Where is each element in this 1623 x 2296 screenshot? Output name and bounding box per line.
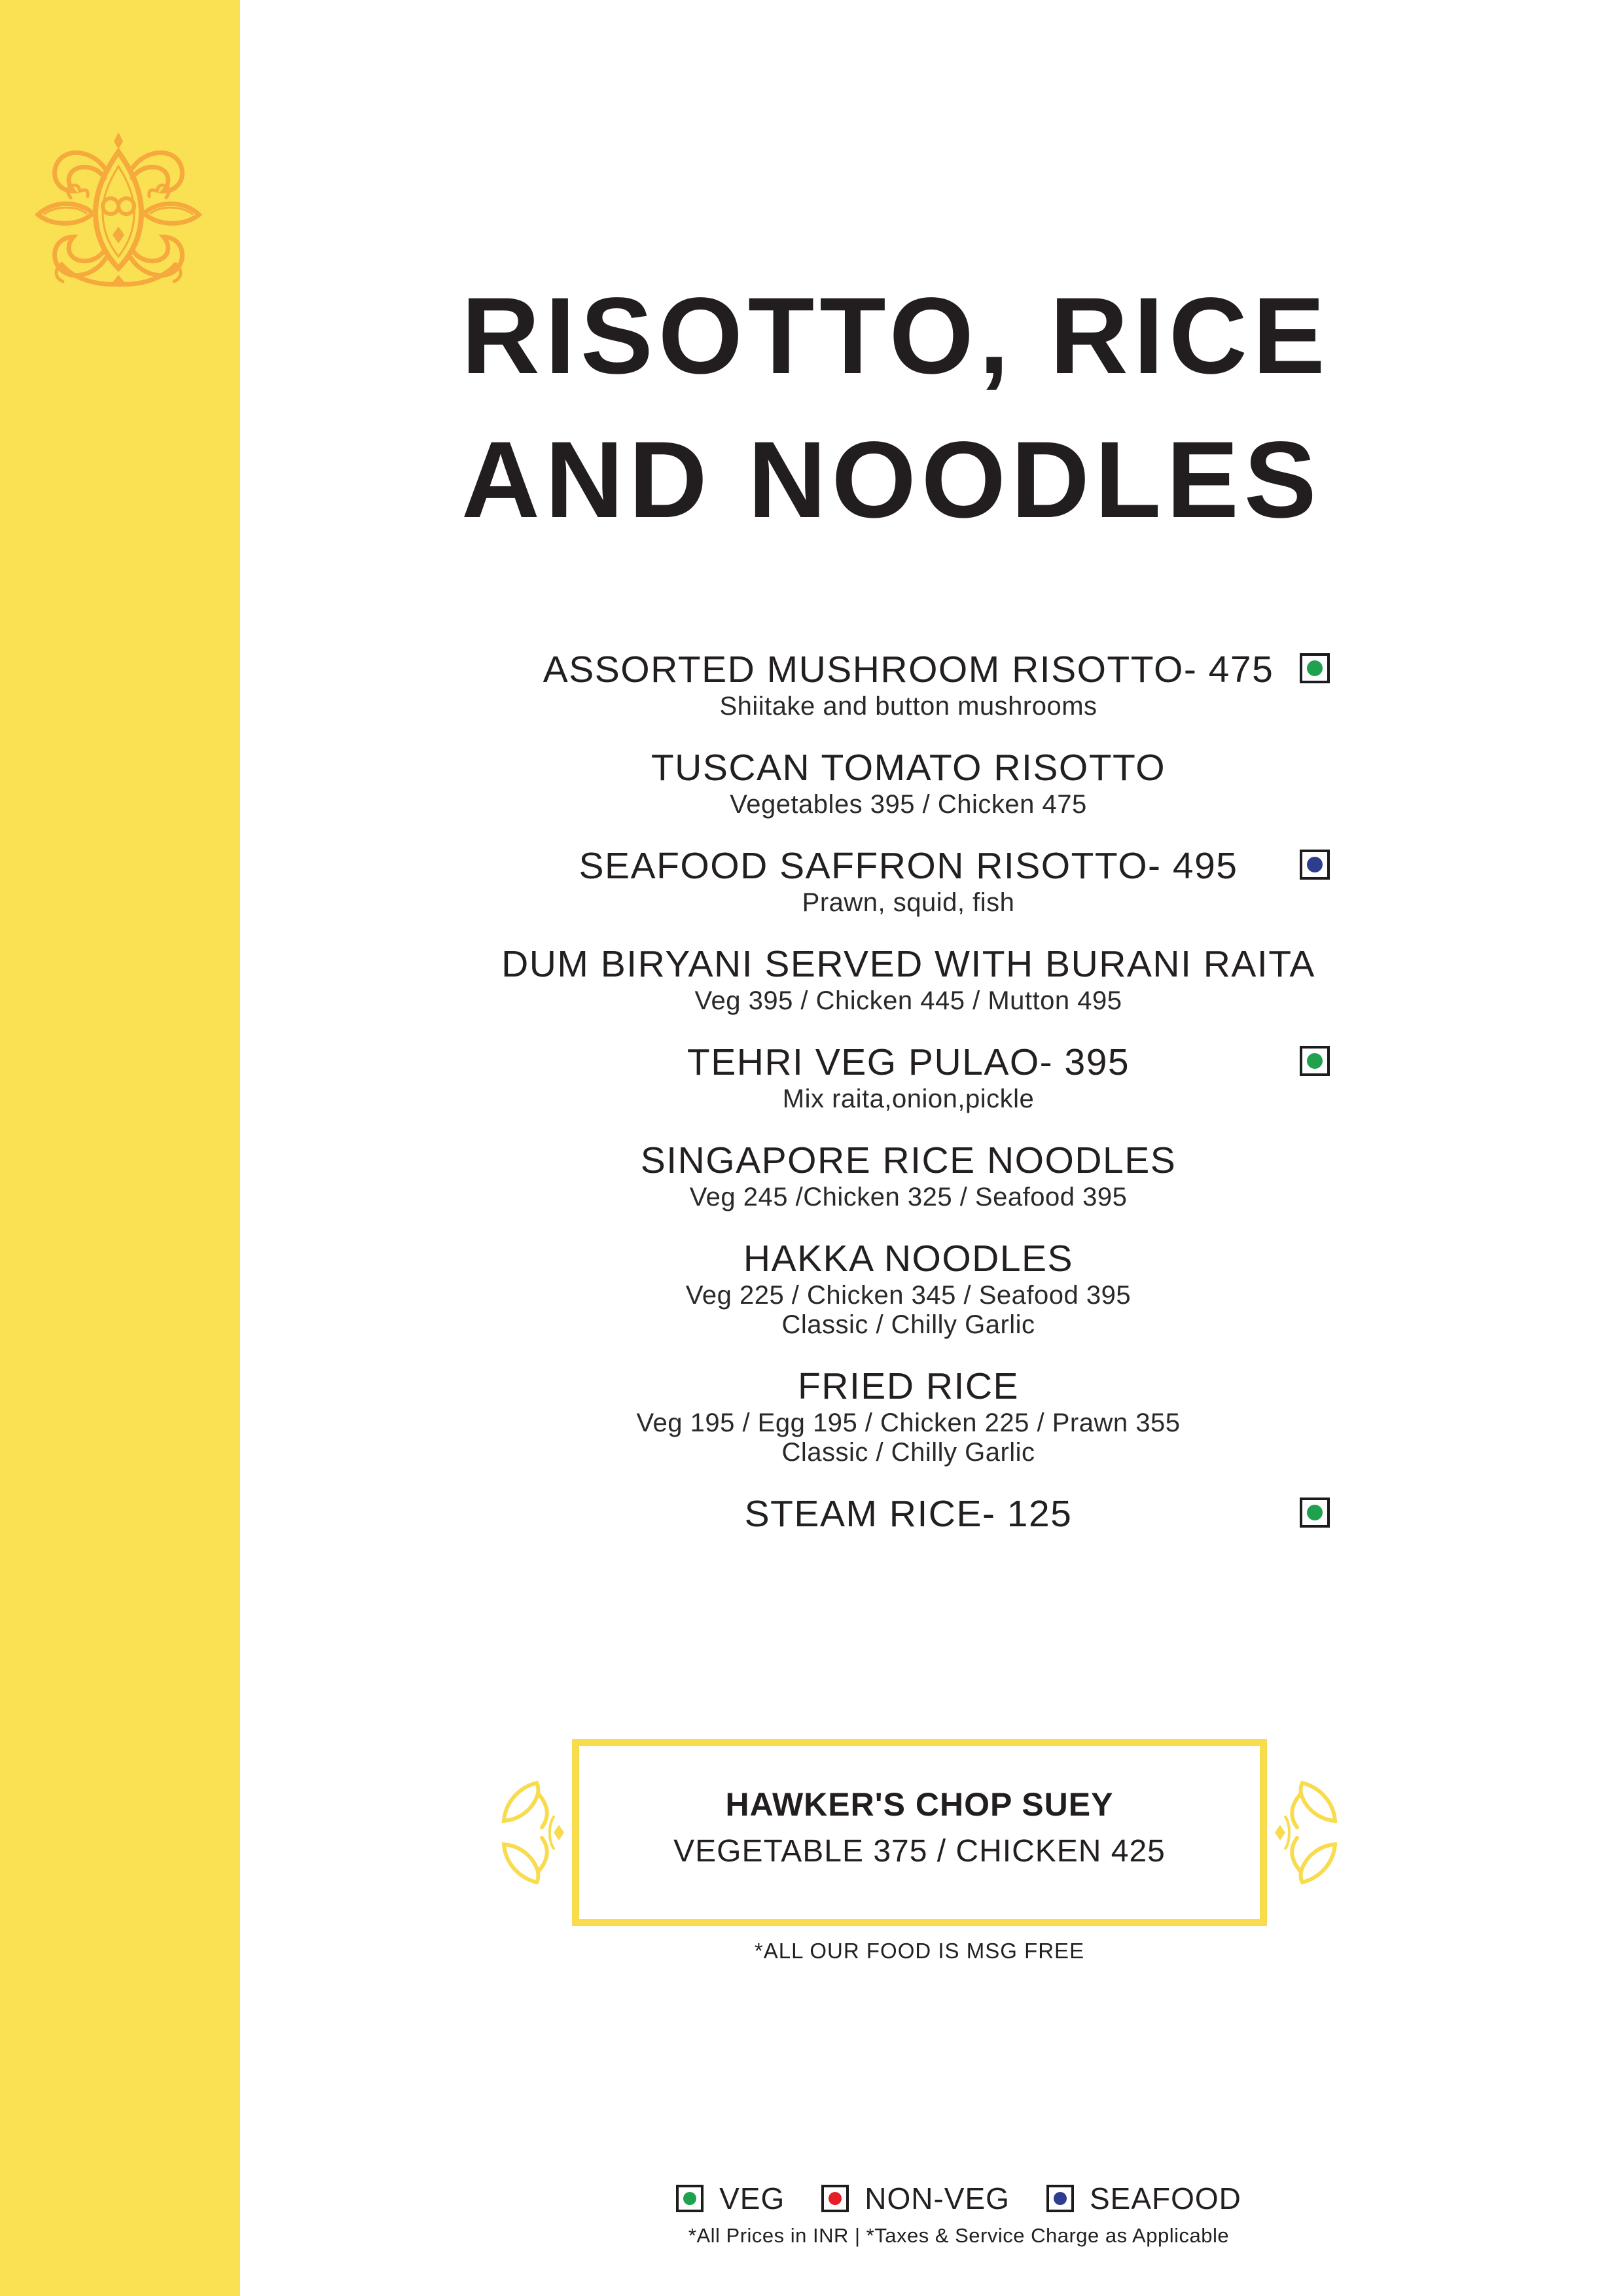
legend-item (676, 2181, 785, 2216)
food-type-indicator (1300, 653, 1330, 683)
special-box-title: HAWKER'S CHOP SUEY (725, 1786, 1114, 1823)
page-title-line2: AND NOODLES (461, 420, 1322, 541)
item-name: TUSCAN TOMATO RISOTTO (651, 747, 1166, 789)
item-desc (240, 1183, 1577, 1212)
menu-item (240, 944, 1577, 1016)
item-desc-line: Mix raita,onion,pickle (782, 1085, 1035, 1113)
item-desc (240, 1085, 1577, 1114)
item-name: DUM BIRYANI SERVED WITH BURANI RAITA (501, 943, 1315, 985)
item-name: ASSORTED MUSHROOM RISOTTO- 475 (543, 649, 1274, 691)
item-name: SINGAPORE RICE NOODLES (640, 1139, 1177, 1181)
page-title (461, 264, 1330, 552)
food-type-dot (1054, 2192, 1067, 2205)
item-desc-line: Veg 225 / Chicken 345 / Seafood 395 (685, 1281, 1132, 1310)
special-box-subtitle: VEGETABLE 375 / CHICKEN 425 (673, 1834, 1166, 1869)
item-name: HAKKA NOODLES (743, 1238, 1074, 1280)
item-desc-line: Prawn, squid, fish (802, 888, 1015, 917)
food-type-dot (829, 2192, 842, 2205)
legend-item (821, 2181, 1010, 2216)
menu-item (240, 1238, 1577, 1340)
food-type-dot (683, 2192, 696, 2205)
food-type-indicator (676, 2185, 704, 2212)
menu-item (240, 1042, 1577, 1114)
item-name: STEAM RICE- 125 (744, 1493, 1073, 1535)
item-desc-line: Veg 195 / Egg 195 / Chicken 225 / Prawn 355 (636, 1408, 1181, 1437)
item-desc (240, 986, 1577, 1016)
item-desc-line: Vegetables 395 / Chicken 475 (730, 790, 1087, 819)
menu-item (240, 1366, 1577, 1467)
item-desc-line: Classic / Chilly Garlic (781, 1310, 1035, 1339)
fine-print: *All Prices in INR | *Taxes & Service Charge as Applicable (688, 2224, 1230, 2247)
page-title-line1: RISOTTO, RICE (461, 276, 1330, 397)
item-desc-line: Shiitake and button mushrooms (719, 692, 1097, 721)
item-desc-line: Veg 245 /Chicken 325 / Seafood 395 (689, 1183, 1128, 1211)
legend-label: VEG (719, 2181, 785, 2215)
menu-item (240, 649, 1577, 721)
flourish-left-icon (499, 1779, 572, 1886)
flourish-right-icon (1267, 1779, 1340, 1886)
msg-free-note: *ALL OUR FOOD IS MSG FREE (754, 1939, 1085, 1963)
food-type-dot (1307, 1505, 1323, 1520)
food-type-indicator (1300, 850, 1330, 880)
item-desc-line: Classic / Chilly Garlic (781, 1438, 1035, 1467)
legend-item (1046, 2181, 1241, 2216)
food-type-dot (1307, 1053, 1323, 1069)
legend-label: SEAFOOD (1089, 2181, 1241, 2215)
sidebar-band (0, 0, 240, 2296)
legend-label: NON-VEG (865, 2181, 1010, 2215)
item-desc (240, 790, 1577, 819)
special-box (572, 1739, 1267, 1926)
menu-item (240, 846, 1577, 918)
item-name: TEHRI VEG PULAO- 395 (687, 1041, 1130, 1083)
menu-list (240, 649, 1623, 1560)
food-type-indicator (821, 2185, 849, 2212)
food-type-indicator (1300, 1046, 1330, 1076)
item-desc (240, 1281, 1577, 1340)
menu-item (240, 747, 1577, 819)
food-type-dot (1307, 857, 1323, 872)
menu-item (240, 1494, 1577, 1534)
food-type-indicator (1300, 1498, 1330, 1528)
food-legend (294, 2181, 1623, 2216)
food-type-dot (1307, 660, 1323, 676)
item-name: SEAFOOD SAFFRON RISOTTO- 495 (579, 845, 1238, 887)
menu-item (240, 1140, 1577, 1212)
item-desc-line: Veg 395 / Chicken 445 / Mutton 495 (694, 986, 1122, 1015)
item-desc (240, 692, 1577, 721)
item-desc (240, 1408, 1577, 1467)
item-desc (240, 888, 1577, 918)
damask-ornament-icon (30, 130, 207, 287)
food-type-indicator (1046, 2185, 1074, 2212)
item-name: FRIED RICE (797, 1365, 1020, 1407)
